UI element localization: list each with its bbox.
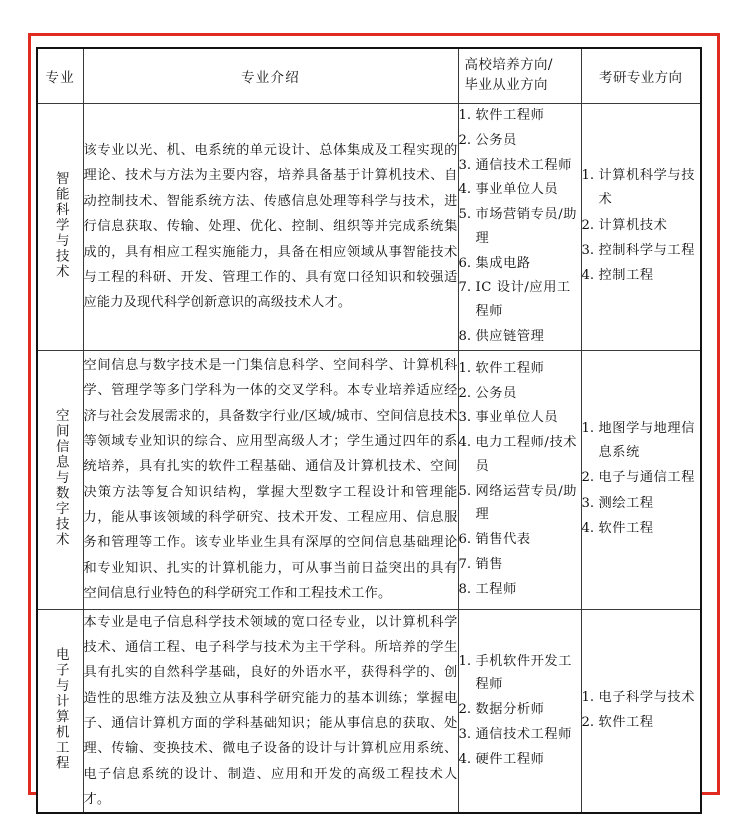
list-item <box>459 578 581 602</box>
list-index: 2. <box>581 470 595 486</box>
list-index: 3. <box>458 157 472 173</box>
list-item <box>459 406 581 430</box>
major-name-vertical: 智能科学与技术 <box>52 170 69 280</box>
cell-major-name <box>37 104 83 351</box>
list-text: 电子与通信工程 <box>598 470 696 486</box>
column-header-career-line1: 高校培养方向/ <box>464 57 553 74</box>
column-header-career-line2: 毕业从业方向 <box>464 77 548 93</box>
major-name-vertical: 电子与计算机工程 <box>52 647 69 772</box>
table-row <box>37 609 701 813</box>
list-text: 电力工程师/技术员 <box>475 435 578 474</box>
list-text: IC 设计/应用工程师 <box>475 280 571 320</box>
list-text: 供应链管理 <box>475 328 545 344</box>
list-item <box>459 357 581 381</box>
list-index: 4. <box>458 435 472 451</box>
list-text: 软件工程 <box>598 521 654 537</box>
header-row <box>37 48 701 104</box>
cell-grad-directions <box>581 609 701 813</box>
list-index: 4. <box>458 751 472 767</box>
cell-major-name <box>37 350 83 609</box>
list-item <box>459 154 581 178</box>
list-text: 控制工程 <box>598 268 654 284</box>
cell-career-directions <box>458 609 581 813</box>
list-item <box>459 203 581 251</box>
list-index: 3. <box>581 495 595 511</box>
list-index: 3. <box>458 726 472 742</box>
list-text: 市场营销专员/助理 <box>475 207 578 246</box>
list-index: 4. <box>581 268 595 284</box>
cell-major-name <box>37 609 83 813</box>
list-text: 数据分析师 <box>475 702 545 718</box>
list-item <box>459 698 581 722</box>
list-index: 4. <box>458 182 472 198</box>
list-text: 公务员 <box>475 385 517 401</box>
list-item <box>582 264 701 288</box>
career-list <box>459 357 581 602</box>
list-text: 工程师 <box>475 581 517 597</box>
list-item <box>582 492 701 516</box>
list-text: 计算机科学与技术 <box>598 167 696 208</box>
list-text: 测绘工程 <box>598 495 654 511</box>
list-index: 6. <box>458 532 472 548</box>
list-text: 集成电路 <box>475 255 531 271</box>
list-item <box>459 480 581 528</box>
list-text: 销售代表 <box>475 532 531 548</box>
grad-list <box>582 686 701 736</box>
list-item <box>582 466 701 490</box>
list-item <box>582 164 701 213</box>
major-comparison-table <box>36 47 702 814</box>
major-name-vertical: 空间信息与数字技术 <box>52 407 69 548</box>
list-item <box>459 528 581 552</box>
list-text: 通信技术工程师 <box>475 157 573 173</box>
list-text: 控制科学与工程 <box>598 243 696 259</box>
list-index: 4. <box>581 521 595 537</box>
list-index: 7. <box>458 556 472 572</box>
list-text: 软件工程师 <box>475 108 545 123</box>
list-index: 3. <box>458 410 472 426</box>
career-list <box>459 104 581 349</box>
list-index: 8. <box>458 328 472 344</box>
list-item <box>459 129 581 153</box>
list-text: 电子科学与技术 <box>598 689 696 705</box>
list-index: 2. <box>458 702 472 718</box>
list-index: 3. <box>581 243 595 259</box>
list-index: 1. <box>581 420 595 436</box>
list-index: 2. <box>458 385 472 401</box>
column-header-grad: 考研专业方向 <box>581 48 701 104</box>
list-item <box>459 382 581 406</box>
list-item <box>459 252 581 276</box>
list-text: 事业单位人员 <box>475 410 559 426</box>
cell-career-directions <box>458 104 581 351</box>
cell-major-intro: 空间信息与数字技术是一门集信息科学、空间科学、计算机科学、管理学等多门学科为一体的交叉学科。本专业培养适应经济与社会发展需求的，具备数字行业/区域/城市、空间信息技术等领域专业知识的综合、应用型高级人才；学生通过四年的系统培养，具有扎实的软件工程基础、通信及计算机技术、空间决策方法等复合知识结构，掌握大型数字工程设计和管理能力，能从事该领域的科学研究、技术开发、工程应用、信息服务和管理等工作。该专业毕业生具有深厚的空间信息基础理论和专业知识、扎实的计算机能力，可从事当前日益突出的具有空间信息行业特色的科学研究工作和工程技术工作。 <box>83 350 458 609</box>
list-index: 1. <box>458 360 472 376</box>
list-index: 5. <box>458 483 472 499</box>
list-item <box>459 178 581 202</box>
list-index: 1. <box>458 108 472 123</box>
list-index: 1. <box>458 653 472 669</box>
major-table-container <box>36 47 702 808</box>
column-header-career <box>458 48 581 104</box>
cell-major-intro: 本专业是电子信息科学技术领域的宽口径专业，以计算机科学技术、通信工程、电子科学与技术为主干学科。所培养的学生具有扎实的自然科学基础，良好的外语水平，获得科学的、创造性的思维方法及独立从事科学研究能力的基本训练；掌握电子、通信计算机方面的学科基础知识；能从事信息的获取、处理、传输、变换技术、微电子设备的设计与计算机应用系统、电子信息系统的设计、制造、应用和开发的高级工程技术人才。 <box>83 609 458 813</box>
list-item <box>459 104 581 128</box>
list-item <box>459 650 581 698</box>
list-text: 网络运营专员/助理 <box>475 483 578 523</box>
table-body <box>37 104 701 814</box>
list-text: 通信技术工程师 <box>475 726 573 742</box>
list-item <box>582 517 701 541</box>
list-item <box>459 748 581 772</box>
list-item <box>582 214 701 238</box>
list-item <box>459 276 581 324</box>
cell-grad-directions <box>581 104 701 351</box>
list-item <box>459 553 581 577</box>
list-text: 硬件工程师 <box>475 751 545 767</box>
list-text: 公务员 <box>475 132 517 148</box>
list-item <box>459 325 581 349</box>
grad-list <box>582 164 701 289</box>
list-index: 1. <box>581 167 595 183</box>
list-index: 5. <box>458 207 472 223</box>
cell-grad-directions <box>581 350 701 609</box>
table-row <box>37 104 701 351</box>
list-text: 计算机技术 <box>598 217 668 233</box>
list-index: 7. <box>458 280 472 296</box>
list-item <box>582 239 701 263</box>
list-text: 事业单位人员 <box>475 182 559 198</box>
list-item <box>459 723 581 747</box>
cell-career-directions <box>458 350 581 609</box>
list-index: 1. <box>581 689 595 705</box>
list-text: 地图学与地理信息系统 <box>598 420 696 461</box>
list-item <box>459 431 581 479</box>
cell-major-intro: 该专业以光、机、电系统的单元设计、总体集成及工程实现的理论、技术与方法为主要内容，培养具备基于计算机技术、自动控制技术、智能系统方法、传感信息处理等科学与技术，进行信息获取、传输、处理、优化、控制、组织等并完成系统集成的，具有相应工程实施能力，具备在相应领域从事智能技术与工程的科研、开发、管理工作的、具有宽口径知识和较强适应能力及现代科学创新意识的高级技术人才。 <box>83 104 458 351</box>
grad-list <box>582 417 701 542</box>
table-header <box>37 48 701 104</box>
list-item <box>582 711 701 735</box>
list-index: 2. <box>458 132 472 148</box>
list-text: 销售 <box>475 556 504 572</box>
column-header-major: 专业 <box>37 48 83 104</box>
career-list <box>459 650 581 772</box>
table-row <box>37 350 701 609</box>
list-index: 8. <box>458 581 472 597</box>
list-index: 2. <box>581 715 595 731</box>
list-item <box>582 417 701 466</box>
list-item <box>582 686 701 710</box>
list-text: 手机软件开发工程师 <box>475 653 573 693</box>
list-text: 软件工程 <box>598 715 654 731</box>
list-index: 6. <box>458 255 472 271</box>
list-index: 2. <box>581 217 595 233</box>
column-header-intro: 专业介绍 <box>83 48 458 104</box>
list-text: 软件工程师 <box>475 360 545 376</box>
